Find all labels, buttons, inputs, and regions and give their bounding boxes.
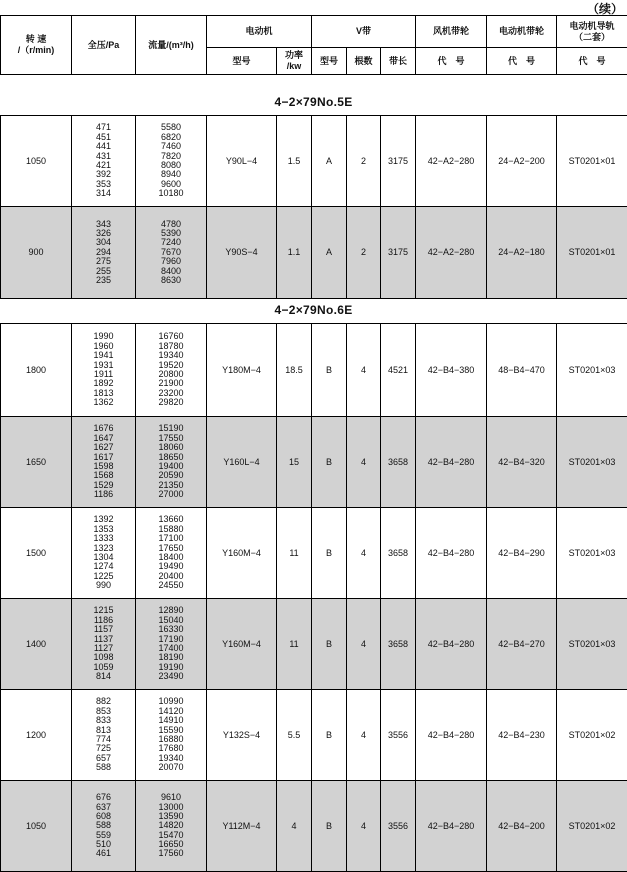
list-value: 314 — [72, 189, 135, 198]
list-value: 7960 — [136, 257, 206, 266]
list-value: 461 — [72, 849, 135, 858]
belt-length-cell: 3175 — [381, 207, 416, 299]
motor-pulley-cell: 24−A2−180 — [487, 207, 557, 299]
list-value: 451 — [72, 133, 135, 142]
belt-type-cell: A — [312, 207, 347, 299]
list-value: 1127 — [72, 644, 135, 653]
speed-cell: 1650 — [1, 417, 72, 508]
list-value: 1647 — [72, 434, 135, 443]
list-value: 14120 — [136, 707, 206, 716]
list-value: 18650 — [136, 453, 206, 462]
belt-type-cell: B — [312, 417, 347, 508]
belt-length-cell: 3658 — [381, 508, 416, 599]
list-value: 833 — [72, 716, 135, 725]
motor-pulley-cell: 42−B4−320 — [487, 417, 557, 508]
list-value: 13590 — [136, 812, 206, 821]
header-power: 功率 /kw — [277, 48, 312, 75]
list-value: 774 — [72, 735, 135, 744]
list-value: 471 — [72, 123, 135, 132]
belt-length-cell: 4521 — [381, 324, 416, 417]
list-value: 17100 — [136, 534, 206, 543]
motor-rail-cell: ST0201×02 — [557, 781, 627, 872]
list-value: 17650 — [136, 544, 206, 553]
list-value: 1225 — [72, 572, 135, 581]
list-value: 29820 — [136, 398, 206, 407]
list-value: 676 — [72, 793, 135, 802]
header-speed: 转 速 /（r/min) — [1, 16, 72, 75]
speed-cell: 1500 — [1, 508, 72, 599]
table-row — [1, 116, 627, 207]
flow-list — [136, 207, 207, 299]
list-value: 1059 — [72, 663, 135, 672]
list-value: 1157 — [72, 625, 135, 634]
table-row — [1, 690, 627, 781]
table-header — [0, 15, 627, 75]
speed-cell: 900 — [1, 207, 72, 299]
belt-length-cell: 3175 — [381, 116, 416, 207]
belt-type-cell: B — [312, 508, 347, 599]
speed-cell: 1050 — [1, 116, 72, 207]
list-value: 8400 — [136, 267, 206, 276]
list-value: 275 — [72, 257, 135, 266]
list-value: 13000 — [136, 803, 206, 812]
list-value: 304 — [72, 238, 135, 247]
list-value: 23200 — [136, 389, 206, 398]
list-value: 326 — [72, 229, 135, 238]
list-value: 19340 — [136, 351, 206, 360]
table-row — [1, 324, 627, 417]
belt-length-cell: 3556 — [381, 690, 416, 781]
pressure-list — [72, 781, 136, 872]
header-pressure: 全压/Pa — [72, 16, 136, 75]
list-value: 814 — [72, 672, 135, 681]
list-value: 19490 — [136, 562, 206, 571]
header-belt-model: 型号 — [312, 48, 347, 75]
flow-list — [136, 781, 207, 872]
list-value: 235 — [72, 276, 135, 285]
header-motor-model: 型号 — [207, 48, 277, 75]
motor-model-cell: Y132S−4 — [207, 690, 277, 781]
belt-type-cell: A — [312, 116, 347, 207]
list-value: 1333 — [72, 534, 135, 543]
motor-model-cell: Y160L−4 — [207, 417, 277, 508]
fan-pulley-cell: 42−B4−280 — [416, 690, 487, 781]
list-value: 15880 — [136, 525, 206, 534]
fan-pulley-cell: 42−B4−280 — [416, 599, 487, 690]
header-motor-pulley: 电动机带轮 — [487, 16, 557, 48]
list-value: 19340 — [136, 754, 206, 763]
list-value: 431 — [72, 152, 135, 161]
list-value: 1137 — [72, 635, 135, 644]
motor-pulley-cell: 42−B4−290 — [487, 508, 557, 599]
list-value: 12890 — [136, 606, 206, 615]
motor-model-cell: Y90S−4 — [207, 207, 277, 299]
list-value: 1990 — [72, 332, 135, 341]
list-value: 15470 — [136, 831, 206, 840]
list-value: 725 — [72, 744, 135, 753]
belt-count-cell: 4 — [347, 508, 381, 599]
list-value: 559 — [72, 831, 135, 840]
motor-rail-cell: ST0201×03 — [557, 417, 627, 508]
header-fan-pulley: 风机带轮 — [416, 16, 487, 48]
list-value: 16880 — [136, 735, 206, 744]
list-value: 7820 — [136, 152, 206, 161]
belt-count-cell: 2 — [347, 207, 381, 299]
list-value: 1568 — [72, 471, 135, 480]
list-value: 24550 — [136, 581, 206, 590]
list-value: 16650 — [136, 840, 206, 849]
list-value: 343 — [72, 220, 135, 229]
list-value: 14820 — [136, 821, 206, 830]
speed-cell: 1400 — [1, 599, 72, 690]
list-value: 16330 — [136, 625, 206, 634]
table-row — [1, 207, 627, 299]
header-vbelt: V带 — [312, 16, 416, 48]
fan-pulley-cell: 42−A2−280 — [416, 116, 487, 207]
list-value: 10180 — [136, 189, 206, 198]
list-value: 1323 — [72, 544, 135, 553]
header-motor: 电动机 — [207, 16, 312, 48]
power-cell: 11 — [277, 508, 312, 599]
table-row — [1, 599, 627, 690]
fan-pulley-cell: 42−B4−280 — [416, 508, 487, 599]
power-cell: 5.5 — [277, 690, 312, 781]
list-value: 1931 — [72, 361, 135, 370]
pressure-list — [72, 324, 136, 417]
fan-pulley-cell: 42−B4−380 — [416, 324, 487, 417]
list-value: 18400 — [136, 553, 206, 562]
list-value: 6820 — [136, 133, 206, 142]
list-value: 20800 — [136, 370, 206, 379]
header-rail-code: 代 号 — [557, 48, 627, 75]
list-value: 19520 — [136, 361, 206, 370]
list-value: 14910 — [136, 716, 206, 725]
belt-type-cell: B — [312, 324, 347, 417]
list-value: 657 — [72, 754, 135, 763]
list-value: 1304 — [72, 553, 135, 562]
table-row — [1, 508, 627, 599]
header-motor-pulley-code: 代 号 — [487, 48, 557, 75]
list-value: 8080 — [136, 161, 206, 170]
pressure-list — [72, 508, 136, 599]
list-value: 17560 — [136, 849, 206, 858]
list-value: 18190 — [136, 653, 206, 662]
list-value: 1353 — [72, 525, 135, 534]
power-cell: 11 — [277, 599, 312, 690]
list-value: 813 — [72, 726, 135, 735]
list-value: 421 — [72, 161, 135, 170]
belt-length-cell: 3658 — [381, 417, 416, 508]
flow-list — [136, 599, 207, 690]
list-value: 17680 — [136, 744, 206, 753]
motor-pulley-cell: 24−A2−200 — [487, 116, 557, 207]
list-value: 392 — [72, 170, 135, 179]
flow-list — [136, 508, 207, 599]
list-value: 1941 — [72, 351, 135, 360]
motor-model-cell: Y90L−4 — [207, 116, 277, 207]
list-value: 353 — [72, 180, 135, 189]
belt-count-cell: 4 — [347, 324, 381, 417]
header-belt-length: 带长 — [381, 48, 416, 75]
belt-type-cell: B — [312, 599, 347, 690]
list-value: 15190 — [136, 424, 206, 433]
flow-list — [136, 116, 207, 207]
motor-rail-cell: ST0201×03 — [557, 324, 627, 417]
power-cell: 4 — [277, 781, 312, 872]
list-value: 294 — [72, 248, 135, 257]
belt-count-cell: 4 — [347, 417, 381, 508]
pressure-list — [72, 690, 136, 781]
list-value: 1274 — [72, 562, 135, 571]
flow-list — [136, 690, 207, 781]
list-value: 1598 — [72, 462, 135, 471]
belt-count-cell: 4 — [347, 781, 381, 872]
list-value: 1362 — [72, 398, 135, 407]
list-value: 510 — [72, 840, 135, 849]
motor-model-cell: Y160M−4 — [207, 508, 277, 599]
list-value: 5390 — [136, 229, 206, 238]
belt-count-cell: 4 — [347, 690, 381, 781]
list-value: 1392 — [72, 515, 135, 524]
section-table — [0, 323, 627, 872]
list-value: 17400 — [136, 644, 206, 653]
list-value: 18060 — [136, 443, 206, 452]
fan-pulley-cell: 42−A2−280 — [416, 207, 487, 299]
speed-cell: 1050 — [1, 781, 72, 872]
list-value: 20400 — [136, 572, 206, 581]
header-fan-pulley-code: 代 号 — [416, 48, 487, 75]
list-value: 608 — [72, 812, 135, 821]
motor-rail-cell: ST0201×01 — [557, 116, 627, 207]
list-value: 27000 — [136, 490, 206, 499]
list-value: 21350 — [136, 481, 206, 490]
speed-cell: 1200 — [1, 690, 72, 781]
list-value: 588 — [72, 821, 135, 830]
list-value: 1186 — [72, 490, 135, 499]
list-value: 17190 — [136, 635, 206, 644]
speed-cell: 1800 — [1, 324, 72, 417]
motor-pulley-cell: 42−B4−200 — [487, 781, 557, 872]
list-value: 18780 — [136, 342, 206, 351]
list-value: 1911 — [72, 370, 135, 379]
list-value: 853 — [72, 707, 135, 716]
list-value: 8940 — [136, 170, 206, 179]
list-value: 1098 — [72, 653, 135, 662]
continued-label: （续） — [587, 0, 623, 17]
flow-list — [136, 417, 207, 508]
motor-rail-cell: ST0201×02 — [557, 690, 627, 781]
belt-length-cell: 3556 — [381, 781, 416, 872]
motor-pulley-cell: 48−B4−470 — [487, 324, 557, 417]
pressure-list — [72, 207, 136, 299]
section-title: 4−2×79No.5E — [0, 95, 627, 109]
list-value: 990 — [72, 581, 135, 590]
belt-length-cell: 3658 — [381, 599, 416, 690]
fan-pulley-cell: 42−B4−280 — [416, 417, 487, 508]
list-value: 1676 — [72, 424, 135, 433]
list-value: 15040 — [136, 616, 206, 625]
list-value: 7670 — [136, 248, 206, 257]
belt-count-cell: 4 — [347, 599, 381, 690]
list-value: 19400 — [136, 462, 206, 471]
list-value: 16760 — [136, 332, 206, 341]
list-value: 7240 — [136, 238, 206, 247]
list-value: 19190 — [136, 663, 206, 672]
list-value: 1186 — [72, 616, 135, 625]
list-value: 1892 — [72, 379, 135, 388]
list-value: 4780 — [136, 220, 206, 229]
motor-model-cell: Y112M−4 — [207, 781, 277, 872]
motor-model-cell: Y180M−4 — [207, 324, 277, 417]
section-table — [0, 115, 627, 299]
section-title: 4−2×79No.6E — [0, 303, 627, 317]
belt-count-cell: 2 — [347, 116, 381, 207]
motor-pulley-cell: 42−B4−230 — [487, 690, 557, 781]
list-value: 23490 — [136, 672, 206, 681]
power-cell: 18.5 — [277, 324, 312, 417]
list-value: 21900 — [136, 379, 206, 388]
list-value: 9600 — [136, 180, 206, 189]
motor-rail-cell: ST0201×03 — [557, 508, 627, 599]
fan-pulley-cell: 42−B4−280 — [416, 781, 487, 872]
table-row — [1, 781, 627, 872]
pressure-list — [72, 599, 136, 690]
list-value: 255 — [72, 267, 135, 276]
flow-list — [136, 324, 207, 417]
pressure-list — [72, 417, 136, 508]
list-value: 441 — [72, 142, 135, 151]
motor-rail-cell: ST0201×01 — [557, 207, 627, 299]
list-value: 13660 — [136, 515, 206, 524]
power-cell: 1.1 — [277, 207, 312, 299]
list-value: 882 — [72, 697, 135, 706]
list-value: 7460 — [136, 142, 206, 151]
list-value: 1813 — [72, 389, 135, 398]
list-value: 8630 — [136, 276, 206, 285]
list-value: 15590 — [136, 726, 206, 735]
motor-pulley-cell: 42−B4−270 — [487, 599, 557, 690]
header-flow: 流量/(m³/h) — [136, 16, 207, 75]
motor-model-cell: Y160M−4 — [207, 599, 277, 690]
header-belt-count: 根数 — [347, 48, 381, 75]
list-value: 17550 — [136, 434, 206, 443]
list-value: 637 — [72, 803, 135, 812]
list-value: 5580 — [136, 123, 206, 132]
list-value: 1617 — [72, 453, 135, 462]
power-cell: 15 — [277, 417, 312, 508]
list-value: 20590 — [136, 471, 206, 480]
table-row — [1, 417, 627, 508]
belt-type-cell: B — [312, 690, 347, 781]
pressure-list — [72, 116, 136, 207]
list-value: 20070 — [136, 763, 206, 772]
list-value: 1627 — [72, 443, 135, 452]
list-value: 1529 — [72, 481, 135, 490]
list-value: 10990 — [136, 697, 206, 706]
motor-rail-cell: ST0201×03 — [557, 599, 627, 690]
belt-type-cell: B — [312, 781, 347, 872]
list-value: 1960 — [72, 342, 135, 351]
power-cell: 1.5 — [277, 116, 312, 207]
list-value: 9610 — [136, 793, 206, 802]
header-motor-rail: 电动机导轨 （二套） — [557, 16, 627, 48]
list-value: 1215 — [72, 606, 135, 615]
list-value: 588 — [72, 763, 135, 772]
